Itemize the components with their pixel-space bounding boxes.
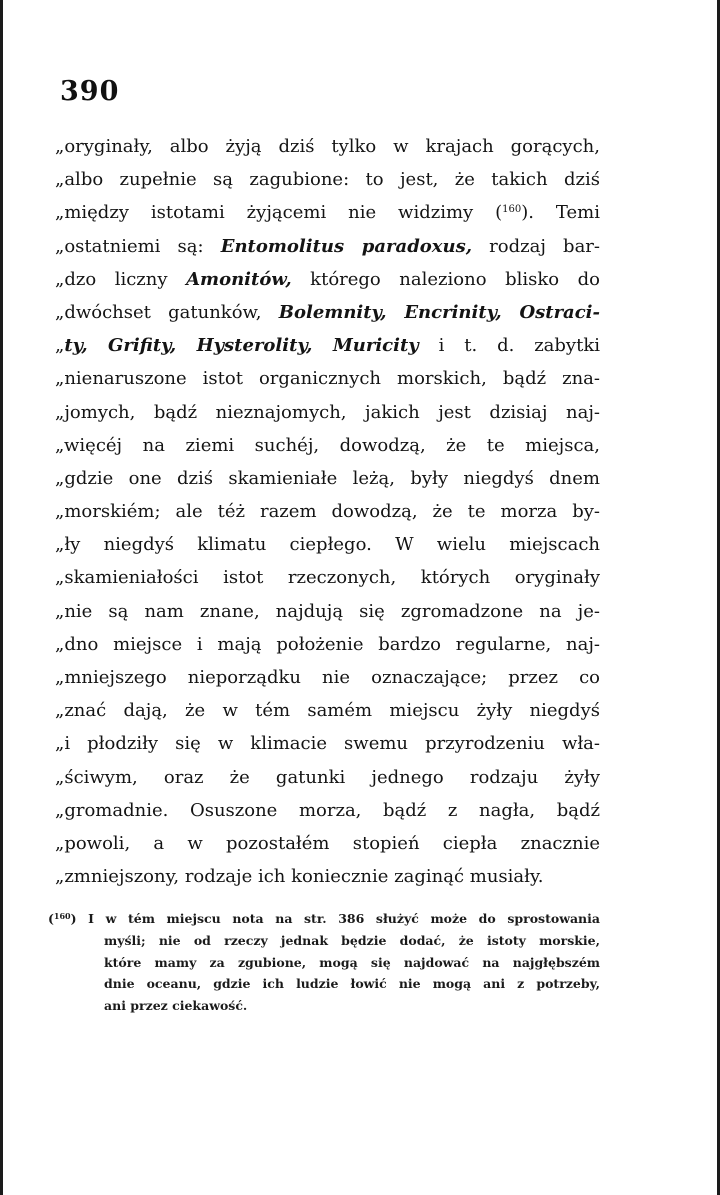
footnote-line: dnie oceanu, gdzie ich ludzie łowić nie mogą ani z potrzeby, <box>104 976 600 992</box>
text-line-part: rodzaj bar- <box>472 235 600 257</box>
text-line-part: „ <box>55 335 65 357</box>
text-line-part: „dzo liczny <box>55 268 187 290</box>
text-line-part: i t. d. zabytki <box>418 335 600 357</box>
italic-species-name: ty, Grifity, Hysterolity, Muricity <box>64 335 419 357</box>
italic-species-name: Amonitów, <box>186 268 292 290</box>
footnote-marker-number: 160 <box>53 911 71 921</box>
text-line: „i płodziły się w klimacie swemu przyrodzeniu wła- <box>55 733 600 755</box>
text-line: „nie są nam znane, najdują się zgromadzone na je- <box>55 600 600 622</box>
text-line <box>55 196 600 229</box>
text-line: „skamieniałości istot rzeczonych, których oryginały <box>55 567 600 589</box>
left-page-edge <box>0 0 3 1195</box>
text-line: „gdzie one dziś skamieniałe leżą, były niegdyś dnem <box>55 467 600 489</box>
text-line-part: którego naleziono blisko do <box>291 268 600 290</box>
text-line-part: ). Temi <box>521 202 600 224</box>
page-number: 390 <box>60 76 120 107</box>
text-line: „albo zupełnie są zagubione: to jest, że takich dziś <box>55 169 600 191</box>
text-line: „jomych, bądź nieznajomych, jakich jest dzisiaj naj- <box>55 401 600 423</box>
text-line: „ły niegdyś klimatu ciepłego. W wielu miejscach <box>55 534 600 556</box>
text-line <box>55 296 600 329</box>
text-line: „dno miejsce i mają położenie bardzo regularne, naj- <box>55 633 600 655</box>
footnote-marker-close: ) <box>70 911 77 926</box>
body-text <box>55 130 600 893</box>
text-line: „powoli, a w pozostałém stopień ciepła znacznie <box>55 832 600 854</box>
text-line: „mniejszego nieporządku nie oznaczające; przez co <box>55 667 600 688</box>
text-line <box>55 263 600 296</box>
text-line: „morskiém; ale téż razem dowodzą, że te morza by- <box>55 501 600 523</box>
footnote-line <box>48 908 600 930</box>
text-line-part: „dwóchset gatunków, <box>55 301 279 323</box>
footnote-line-text: I w tém miejscu nota na str. 386 służyć może do sprostowania <box>88 911 600 926</box>
footnote-marker-open: ( <box>48 911 54 926</box>
text-line: „znać dają, że w tém samém miejscu żyły niegdyś <box>55 700 600 722</box>
italic-species-name: Bolemnity, Encrinity, Ostraci- <box>278 301 600 323</box>
text-line <box>55 329 600 362</box>
footnote-line: myśli; nie od rzeczy jednak będzie dodać, że istoty morskie, <box>104 932 600 948</box>
text-line-part: „między istotami żyjącemi nie widzimy ( <box>55 202 503 224</box>
italic-species-name: Entomolitus paradoxus, <box>220 235 473 257</box>
footnote-marker <box>48 911 77 926</box>
footnote-reference: 160 <box>502 204 522 216</box>
text-line: „gromadnie. Osuszone morza, bądź z nagła, bądź <box>55 799 600 821</box>
text-line: „więcéj na ziemi suchéj, dowodzą, że te miejsca, <box>55 434 600 456</box>
text-line: „zmniejszony, rodzaje ich koniecznie zaginąć musiały. <box>55 866 544 888</box>
footnote <box>48 908 600 1017</box>
footnote-line: które mamy za zgubione, mogą się najdować na najgłębszém <box>104 954 600 970</box>
text-line: „nienaruszone istot organicznych morskich, bądź zna- <box>55 368 600 390</box>
text-line: „ściwym, oraz że gatunki jednego rodzaju żyły <box>55 766 600 788</box>
text-line <box>55 230 600 263</box>
text-line-part: „ostatniemi są: <box>55 235 221 257</box>
footnote-line: ani przez ciekawość. <box>104 998 248 1014</box>
text-line: „oryginały, albo żyją dziś tylko w krajach gorących, <box>55 136 600 157</box>
